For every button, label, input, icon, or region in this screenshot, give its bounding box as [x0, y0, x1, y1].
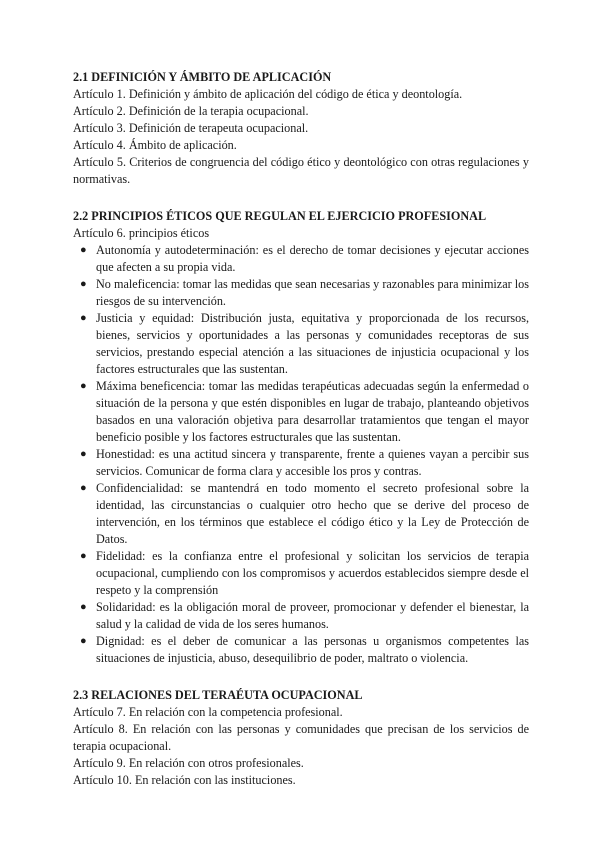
article-1: Artículo 1. Definición y ámbito de aplicación del código de ética y deontología. — [73, 87, 463, 101]
article-4: Artículo 4. Ámbito de aplicación. — [73, 138, 237, 152]
bullet-icon: ● — [80, 278, 87, 290]
bullet-icon: ● — [80, 550, 87, 562]
bullet-icon: ● — [80, 244, 87, 256]
document-page — [73, 69, 529, 789]
principle-text: Solidaridad: es la obligación moral de proveer, promocionar y defender el bienestar, la salud y la calidad de vida de los seres humanos. — [96, 600, 529, 631]
list-item — [73, 310, 529, 378]
bullet-icon: ● — [80, 312, 87, 324]
article-8: Artículo 8. En relación con las personas y comunidades que precisan de los servicios de terapia ocupacional. — [73, 722, 529, 753]
bullet-icon: ● — [80, 448, 87, 460]
article-7: Artículo 7. En relación con la competencia profesional. — [73, 705, 343, 719]
bullet-icon: ● — [80, 482, 87, 494]
principle-text: Honestidad: es una actitud sincera y transparente, frente a quienes vayan a percibir sus servicios. Comunicar de forma clara y accesible los pros y contras. — [96, 447, 529, 478]
principle-text: Dignidad: es el deber de comunicar a las personas u organismos competentes las situaciones de injusticia, abuso, desequilibrio de poder, maltrato o violencia. — [96, 634, 529, 665]
article-10: Artículo 10. En relación con las instituciones. — [73, 773, 296, 787]
principles-list — [73, 242, 529, 667]
principle-text: Fidelidad: es la confianza entre el profesional y solicitan los servicios de terapia ocupacional, cumpliendo con los compromisos y acuerdos establecidos siempre desde el respeto y la comprensión — [96, 549, 529, 597]
list-item — [73, 276, 529, 310]
article-6: Artículo 6. principios éticos — [73, 226, 210, 240]
bullet-icon: ● — [80, 601, 87, 613]
principle-text: Máxima beneficencia: tomar las medidas terapéuticas adecuadas según la enfermedad o situación de la persona y que estén disponibles en lugar de trabajo, planteando objetivos basados en una valoración objetiva para desarrollar tratamientos que tengan el mayor beneficio posible y los factores estructurales que las sustentan. — [96, 379, 529, 444]
article-2: Artículo 2. Definición de la terapia ocupacional. — [73, 104, 309, 118]
principle-text: No maleficencia: tomar las medidas que sean necesarias y razonables para minimizar los riesgos de su intervención. — [96, 277, 529, 308]
list-item — [73, 242, 529, 276]
article-9: Artículo 9. En relación con otros profesionales. — [73, 756, 304, 770]
list-item — [73, 548, 529, 599]
bullet-icon: ● — [80, 635, 87, 647]
list-item — [73, 378, 529, 446]
list-item — [73, 633, 529, 667]
list-item — [73, 480, 529, 548]
list-item — [73, 599, 529, 633]
bullet-icon: ● — [80, 380, 87, 392]
list-item — [73, 446, 529, 480]
principle-text: Confidencialidad: se mantendrá en todo momento el secreto profesional sobre la identidad, las circunstancias o cualquier otro hecho que se derive del proceso de intervención, en los términos que establece el código ético y la Ley de Protección de Datos. — [96, 481, 529, 546]
section-heading-principios: 2.2 PRINCIPIOS ÉTICOS QUE REGULAN EL EJERCICIO PROFESIONAL — [73, 209, 487, 223]
article-3: Artículo 3. Definición de terapeuta ocupacional. — [73, 121, 309, 135]
section-heading-definicion: 2.1 DEFINICIÓN Y ÁMBITO DE APLICACIÓN — [73, 70, 332, 84]
principle-text: Justicia y equidad: Distribución justa, equitativa y proporcionada de los recursos, bienes, servicios y oportunidades a las personas y comunidades receptoras de sus servicios, prestando especial atención a las situaciones de injusticia ocupacional y los factores estructurales que las sustentan. — [96, 311, 529, 376]
section-heading-relaciones: 2.3 RELACIONES DEL TERAÉUTA OCUPACIONAL — [73, 688, 363, 702]
principle-text: Autonomía y autodeterminación: es el derecho de tomar decisiones y ejecutar acciones que afecten a su propia vida. — [96, 243, 529, 274]
article-5: Artículo 5. Criterios de congruencia del código ético y deontológico con otras regulaciones y normativas. — [73, 155, 529, 186]
